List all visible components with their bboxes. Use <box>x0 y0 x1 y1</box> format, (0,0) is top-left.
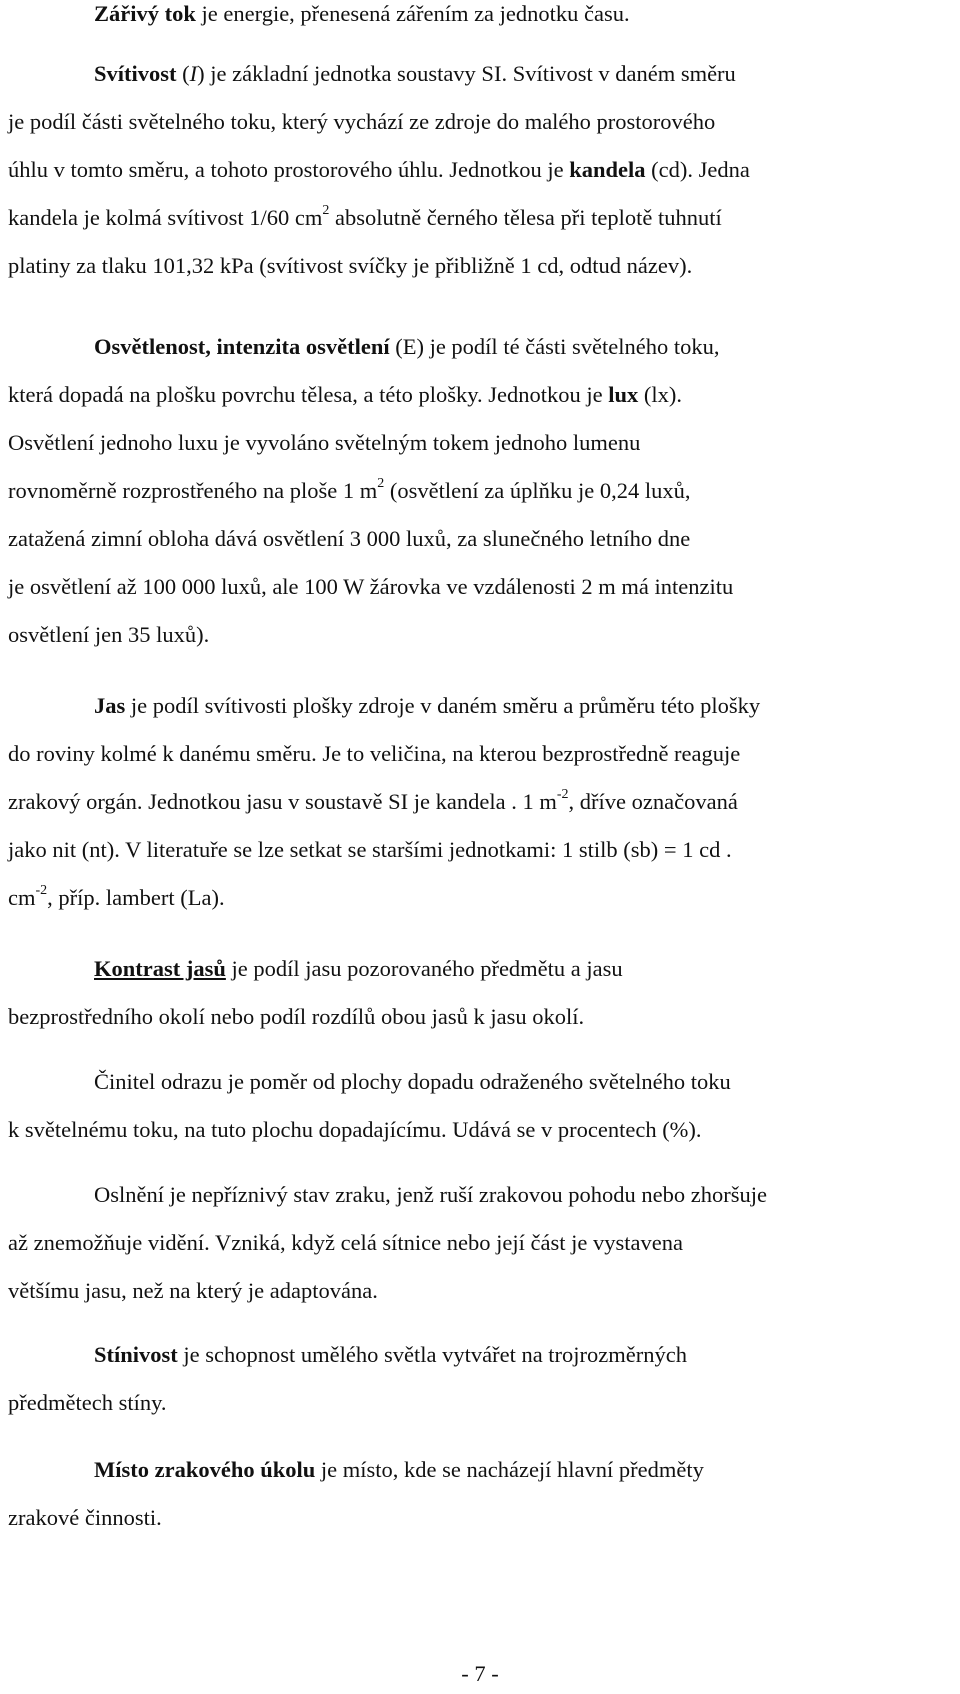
paragraph-kontrast: Kontrast jasů je podíl jasu pozorovaného předmětu a jasu bezprostředního okolí nebo podíl rozdílů obou jasů k jasu okolí. <box>8 956 623 1029</box>
term-osvetlenost: Osvětlenost, intenzita osvětlení <box>94 334 390 359</box>
term-svitivost: Svítivost <box>94 61 177 86</box>
paragraph-misto: Místo zrakového úkolu je místo, kde se nacházejí hlavní předměty zrakové činnosti. <box>8 1457 704 1530</box>
term-stinivost: Stínivost <box>94 1342 178 1367</box>
paragraph-cinitel: Činitel odrazu je poměr od plochy dopadu odraženého světelného toku k světelnému toku, na tuto plochu dopadajícímu. Udává se v procentech (%). <box>8 1069 731 1142</box>
term-zarivy-tok: Zářivý tok <box>94 1 196 26</box>
paragraph-stinivost: Stínivost je schopnost umělého světla vytvářet na trojrozměrných předmětech stíny. <box>8 1342 687 1415</box>
page-number: - 7 - <box>461 1661 499 1686</box>
paragraph-jas: Jas je podíl svítivosti plošky zdroje v daném směru a průměru této plošky do roviny kolmé k danému směru. Je to veličina, na kterou bezprostředně reaguje zrakový orgán. Jednotkou jasu v soustavě SI je kandela . 1 $m^{-2}$, dříve označovaná jako nit (nt). V literatuře se lze setkat se staršími jednotkami: 1 stilb (sb) = 1 cd . $cm^{-2}$, příp. lambert (La). <box>8 693 761 910</box>
term-misto: Místo zrakového úkolu <box>94 1457 316 1482</box>
paragraph-osvetlenost: Osvětlenost, intenzita osvětlení (E) je podíl té části světelného toku, která dopadá na plošku povrchu tělesa, a této plošky. Jednotkou je lux (lx). Osvětlení jednoho luxu je vyvoláno světelným tokem jednoho lumenu rovnoměrně rozprostřeného na ploše 1 $m^2$ (osvětlení za úplňku je 0,24 luxů, zatažená zimní obloha dává osvětlení 3 000 luxů, za slunečného letního dne je osvětlení až 100 000 luxů, ale 100 W žárovka ve vzdálenosti 2 m má intenzitu osvětlení jen 35 luxů). <box>8 334 734 647</box>
paragraph-osleni: Oslnění je nepříznivý stav zraku, jenž ruší zrakovou pohodu nebo zhoršuje až znemožňuje vidění. Vzniká, když celá sítnice nebo její část je vystavena většímu jasu, než na který je adaptována. <box>8 1182 767 1303</box>
paragraph-svitivost: Svítivost (I) je základní jednotka soustavy SI. Svítivost v daném směru je podíl části světelného toku, který vychází ze zdroje do malého prostorového úhlu v tomto směru, a tohoto prostorového úhlu. Jednotkou je kandela (cd). Jedna kandela je kolmá svítivost 1/60 $cm^2$ absolutně černého tělesa při teplotě tuhnutí platiny za tlaku 101,32 kPa (svítivost svíčky je přibližně 1 cd, odtud název). <box>8 61 750 278</box>
paragraph-zarivy-tok: Zářivý tok je energie, přenesená zářením za jednotku času. <box>94 1 630 26</box>
term-jas: Jas <box>94 693 126 718</box>
term-kontrast: Kontrast jasů <box>94 956 226 981</box>
